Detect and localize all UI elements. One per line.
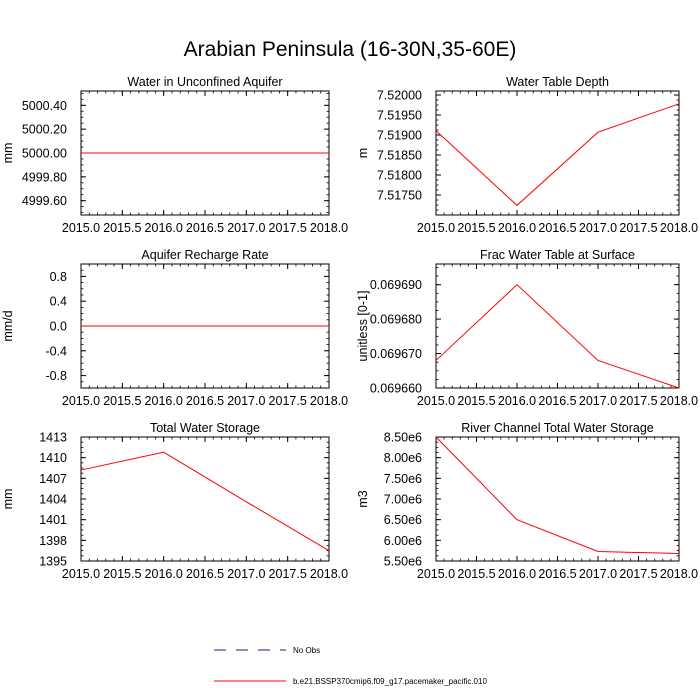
panel-2 (356, 75, 698, 235)
x-tick-label: 2016.0 (497, 394, 537, 408)
y-tick-label: 4999.60 (21, 194, 67, 209)
series-line (436, 437, 679, 554)
panel-title: River Channel Total Water Storage (461, 421, 654, 435)
panel-title: Water in Unconfined Aquifer (127, 75, 283, 89)
panel-5 (1, 421, 348, 581)
plot-frame (436, 91, 679, 215)
y-tick-label: 1398 (39, 533, 67, 548)
x-tick-label: 2015.0 (61, 394, 101, 408)
x-tick-label: 2018.0 (659, 567, 699, 581)
y-axis-label: mm (1, 142, 15, 164)
y-tick-label: 5.50e6 (383, 554, 422, 569)
x-tick-label: 2016.5 (538, 567, 577, 581)
x-tick-label: 2017.0 (578, 567, 618, 581)
y-tick-label: 1407 (39, 471, 67, 486)
y-tick-label: 0.069670 (369, 347, 422, 362)
y-tick-label: 8.50e6 (383, 430, 422, 445)
x-tick-label: 2017.0 (578, 221, 618, 235)
x-tick-label: 2017.5 (268, 394, 307, 408)
x-tick-label: 2017.0 (578, 394, 618, 408)
x-tick-label: 2015.0 (416, 221, 456, 235)
x-tick-label: 2017.5 (268, 221, 307, 235)
x-tick-label: 2016.5 (538, 394, 577, 408)
x-tick-label: 2015.0 (61, 221, 101, 235)
panel-title: Water Table Depth (506, 75, 609, 89)
x-tick-label: 2016.0 (144, 394, 183, 408)
x-tick-label: 2015.0 (416, 567, 456, 581)
y-tick-label: 1401 (39, 513, 67, 528)
figure-title: Arabian Peninsula (16-30N,35-60E) (183, 38, 517, 61)
x-tick-label: 2015.5 (457, 221, 496, 235)
y-tick-label: 5000.20 (21, 122, 67, 137)
y-tick-label: 7.51900 (376, 128, 422, 143)
y-tick-label: 0.8 (49, 269, 67, 284)
x-tick-label: 2017.0 (227, 567, 266, 581)
y-tick-label: -0.8 (45, 369, 67, 384)
y-tick-label: 5000.40 (21, 98, 67, 113)
legend-label: b.e21.BSSP370cmip6.f09_g17.pacemaker_pacific.010 (293, 677, 487, 686)
panel-4 (356, 248, 698, 408)
y-tick-label: 0.069680 (369, 312, 422, 327)
y-tick-label: 0.4 (49, 294, 67, 309)
y-tick-label: 7.52000 (376, 88, 422, 103)
x-tick-label: 2018.0 (309, 567, 349, 581)
y-tick-label: 0.069690 (369, 278, 422, 293)
x-tick-label: 2015.5 (103, 221, 142, 235)
y-tick-label: 7.51850 (376, 148, 422, 163)
y-tick-label: 7.51950 (376, 108, 422, 123)
y-tick-label: 7.50e6 (383, 471, 422, 486)
series-line (436, 104, 679, 206)
x-tick-label: 2015.5 (457, 394, 496, 408)
x-tick-label: 2017.0 (227, 394, 266, 408)
y-axis-label: mm/d (1, 310, 15, 342)
panel-title: Frac Water Table at Surface (480, 248, 635, 262)
y-tick-label: 6.50e6 (383, 513, 422, 528)
x-tick-label: 2016.0 (144, 567, 183, 581)
x-tick-label: 2017.0 (227, 221, 266, 235)
x-tick-label: 2018.0 (659, 394, 699, 408)
y-tick-label: 7.51800 (376, 168, 422, 183)
x-tick-label: 2016.5 (185, 221, 225, 235)
y-tick-label: 0.069660 (369, 381, 422, 396)
legend (214, 646, 487, 686)
x-tick-label: 2015.5 (457, 567, 496, 581)
y-tick-label: 1413 (39, 430, 67, 445)
y-tick-label: 1404 (39, 492, 67, 507)
y-tick-label: 7.51750 (376, 188, 422, 203)
y-tick-label: 4999.80 (21, 170, 67, 185)
x-tick-label: 2017.5 (619, 221, 658, 235)
y-tick-label: 1410 (39, 451, 67, 466)
y-axis-label: m3 (356, 490, 370, 508)
x-tick-label: 2018.0 (309, 394, 349, 408)
panel-3 (1, 248, 348, 408)
x-tick-label: 2015.5 (103, 567, 142, 581)
x-tick-label: 2018.0 (659, 221, 699, 235)
series-line (436, 285, 679, 388)
x-tick-label: 2016.5 (185, 394, 225, 408)
y-axis-label: unitless [0-1] (356, 290, 370, 362)
y-axis-label: m (356, 147, 370, 159)
x-tick-label: 2015.0 (416, 394, 456, 408)
x-tick-label: 2016.0 (144, 221, 183, 235)
series-line (81, 452, 329, 551)
y-tick-label: 0.0 (49, 319, 67, 334)
x-tick-label: 2015.0 (61, 567, 101, 581)
panel-title: Aquifer Recharge Rate (141, 248, 269, 262)
plot-frame (81, 437, 329, 561)
x-tick-label: 2016.5 (185, 567, 225, 581)
panel-6 (356, 421, 698, 581)
panel-title: Total Water Storage (149, 421, 261, 435)
x-tick-label: 2017.5 (619, 394, 658, 408)
plot-frame (436, 437, 679, 561)
y-tick-label: 7.00e6 (383, 492, 422, 507)
x-tick-label: 2016.0 (497, 567, 537, 581)
x-tick-label: 2018.0 (309, 221, 349, 235)
panel-1 (1, 75, 348, 235)
y-tick-label: 8.00e6 (383, 451, 422, 466)
y-tick-label: 6.00e6 (383, 533, 422, 548)
x-tick-label: 2017.5 (268, 567, 307, 581)
legend-label: No Obs (293, 646, 321, 655)
y-tick-label: 1395 (39, 554, 67, 569)
x-tick-label: 2015.5 (103, 394, 142, 408)
x-tick-label: 2016.0 (497, 221, 537, 235)
y-tick-label: -0.4 (45, 344, 67, 359)
y-axis-label: mm (1, 488, 15, 510)
y-tick-label: 5000.00 (21, 146, 67, 161)
x-tick-label: 2017.5 (619, 567, 658, 581)
x-tick-label: 2016.5 (538, 221, 577, 235)
